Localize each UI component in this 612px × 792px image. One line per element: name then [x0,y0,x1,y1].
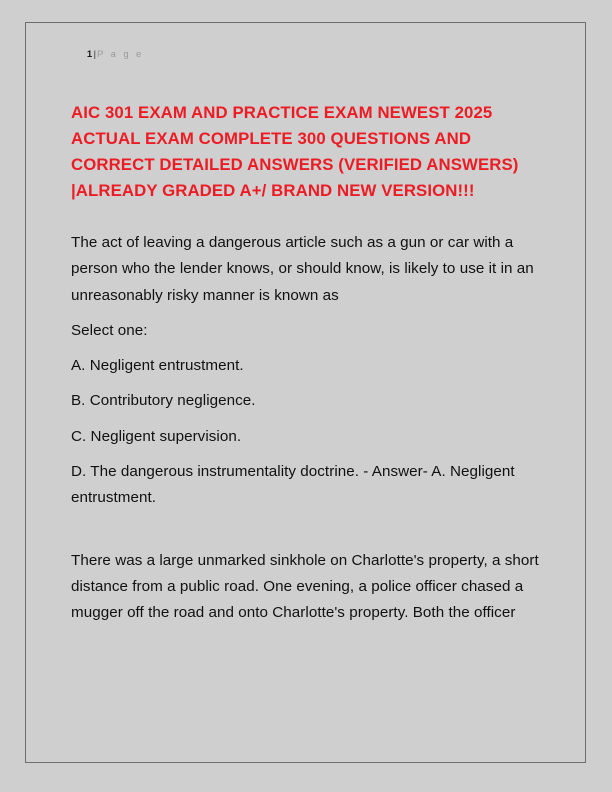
document-page [25,22,586,763]
header-separator: | [93,49,96,60]
page-word-label: P a g e [97,49,144,60]
question-2-stem: There was a large unmarked sinkhole on Charlotte's property, a short distance from a public road. One evening, a police officer chased a mugger off the road and onto Charlotte's property. Both the officer [71,551,539,622]
question-1-option-a: A. Negligent entrustment. [71,357,244,375]
page-content-area [71,34,546,636]
document-title: AIC 301 EXAM AND PRACTICE EXAM NEWEST 2025 ACTUAL EXAM COMPLETE 300 QUESTIONS AND CORRECT DETAILED ANSWERS (VERIFIED ANSWERS) |ALREADY GRADED A+/ BRAND NEW VERSION!!! [71,103,519,200]
question-1-answer: A. Negligent entrustment. [71,463,515,507]
question-1-option-c: C. Negligent supervision. [71,427,242,445]
question-1-stem: The act of leaving a dangerous article such as a gun or car with a person who the lender knows, or should know, is likely to use it in an unreasonably risky manner is known as [71,234,534,304]
document-body [71,230,546,627]
question-1-option-d-and-answer [71,459,541,512]
question-1-instruction: Select one: [71,321,148,339]
page-number: 1 [86,49,93,60]
question-1-option-b: B. Contributory negligence. [71,392,256,410]
question-1-option-d: D. The dangerous instrumentality doctrine. - Answer- [71,463,428,481]
running-header [71,34,546,76]
